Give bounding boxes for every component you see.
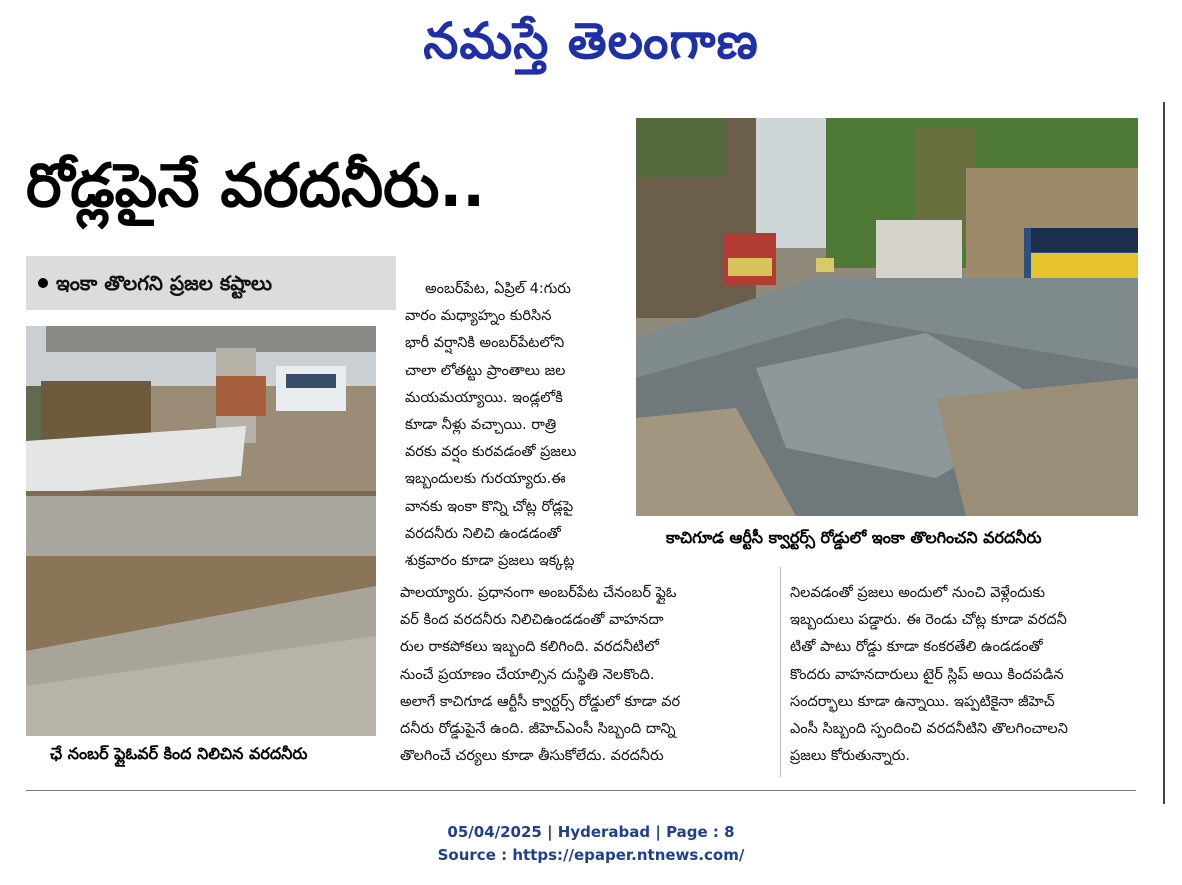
body-line: వర్ కింద వరదనీరు నిలిచిఉండడంతో వాహనదా bbox=[400, 612, 664, 629]
body-line: వారం మధ్యాహ్నం కురిసిన bbox=[405, 308, 552, 325]
photo-flyover-flood bbox=[26, 326, 376, 736]
newspaper-masthead: నమస్తే తెలంగాణ bbox=[423, 11, 759, 70]
bullet-icon bbox=[38, 278, 48, 288]
body-line: నుంచే ప్రయాణం చేయాల్సిన దుస్థితి నెలకొంది. bbox=[400, 666, 655, 683]
body-line: అంబర్‌పేట, ఏప్రిల్ 4:గురు bbox=[425, 281, 571, 297]
page-bottom-rule bbox=[26, 790, 1136, 791]
body-line: తొలగించే చర్యలు కూడా తీసుకోలేదు. వరదనీరు bbox=[400, 748, 664, 765]
column-divider bbox=[780, 567, 781, 777]
body-line: శుక్రవారం కూడా ప్రజలు ఇక్కట్ల bbox=[405, 553, 575, 570]
body-line: మయమయ్యాయి. ఇండ్లలోకి bbox=[405, 389, 563, 406]
body-line: వరదనీరు నిలిచి ఉండడంతో bbox=[405, 525, 561, 542]
body-line: ప్రజలు కోరుతున్నారు. bbox=[790, 748, 910, 765]
body-line: భారీ వర్షానికి అంబర్‌పేటలోని bbox=[405, 335, 565, 352]
body-line: ఎంసీ సిబ్బంది స్పందించి వరదనీటిని తొలగించాలని bbox=[790, 721, 1068, 738]
body-line: చాలా లోతట్టు ప్రాంతాలు జల bbox=[405, 362, 566, 379]
article-kicker bbox=[26, 256, 396, 310]
article-column-3 bbox=[790, 580, 1140, 770]
page-border-rule bbox=[1163, 102, 1165, 804]
photo-kachiguda-flood bbox=[636, 118, 1138, 516]
article-column-1 bbox=[405, 276, 625, 575]
body-line: వరకు వర్షం కురవడంతో ప్రజలు bbox=[405, 444, 577, 461]
body-line: సందర్భాలు కూడా ఉన్నాయి. ఇప్పటికైనా జీహెచ్ bbox=[790, 693, 1055, 710]
body-line: కొందరు వాహనదారులు టైర్ స్లిప్ అయి కిందపడిన bbox=[790, 666, 1064, 683]
body-line: నిలవడంతో ప్రజలు అందులో నుంచి వెళ్లేందుకు bbox=[790, 585, 1046, 601]
body-line: ఇబ్బందులకు గురయ్యారు.ఈ bbox=[405, 471, 566, 488]
article-column-2 bbox=[400, 580, 765, 770]
photo-caption-left: ఛే నంబర్ ఫ్లైఓవర్ కింద నిలిచిన వరదనీరు bbox=[50, 744, 308, 763]
body-line: టితో పాటు రోడ్డు కూడా కంకరతేలి ఉండడంతో bbox=[790, 639, 1043, 656]
footer-source: Source : https://epaper.ntnews.com/ bbox=[437, 846, 745, 864]
body-line: వానకు ఇంకా కొన్ని చోట్ల రోడ్లపై bbox=[405, 498, 574, 515]
body-line: రుల రాకపోకలు ఇబ్బంది కలిగింది. వరదనీటిలో bbox=[400, 639, 660, 656]
body-line: ఇబ్బందులు పడ్డారు. ఈ రెండు చోట్ల కూడా వరదనీ bbox=[790, 612, 1067, 629]
body-line: పాలయ్యారు. ప్రధానంగా అంబర్‌పేట చేనంబర్ ఫ్లైఓ bbox=[400, 585, 677, 601]
body-line: అలాగే కాచిగూడ ఆర్టీసీ క్వార్టర్స్ రోడ్డులో కూడా వర bbox=[400, 693, 681, 710]
footer-dateline: 05/04/2025 | Hyderabad | Page : 8 bbox=[447, 823, 735, 841]
article-headline: రోడ్లపైనే వరదనీరు.. bbox=[26, 151, 485, 221]
body-line: దనీరు రోడ్డుపైనే ఉంది. జీహెచ్‌ఎంసీ సిబ్బంది దాన్ని bbox=[400, 721, 676, 738]
body-line: కూడా నీళ్లు వచ్చాయి. రాత్రి bbox=[405, 417, 557, 434]
photo-caption-right: కాచిగూడ ఆర్టీసీ క్వార్టర్స్ రోడ్డులో ఇంకా తొలగించని వరదనీరు bbox=[666, 528, 1042, 547]
kicker-text: ఇంకా తొలగని ప్రజల కష్టాలు bbox=[56, 271, 273, 295]
